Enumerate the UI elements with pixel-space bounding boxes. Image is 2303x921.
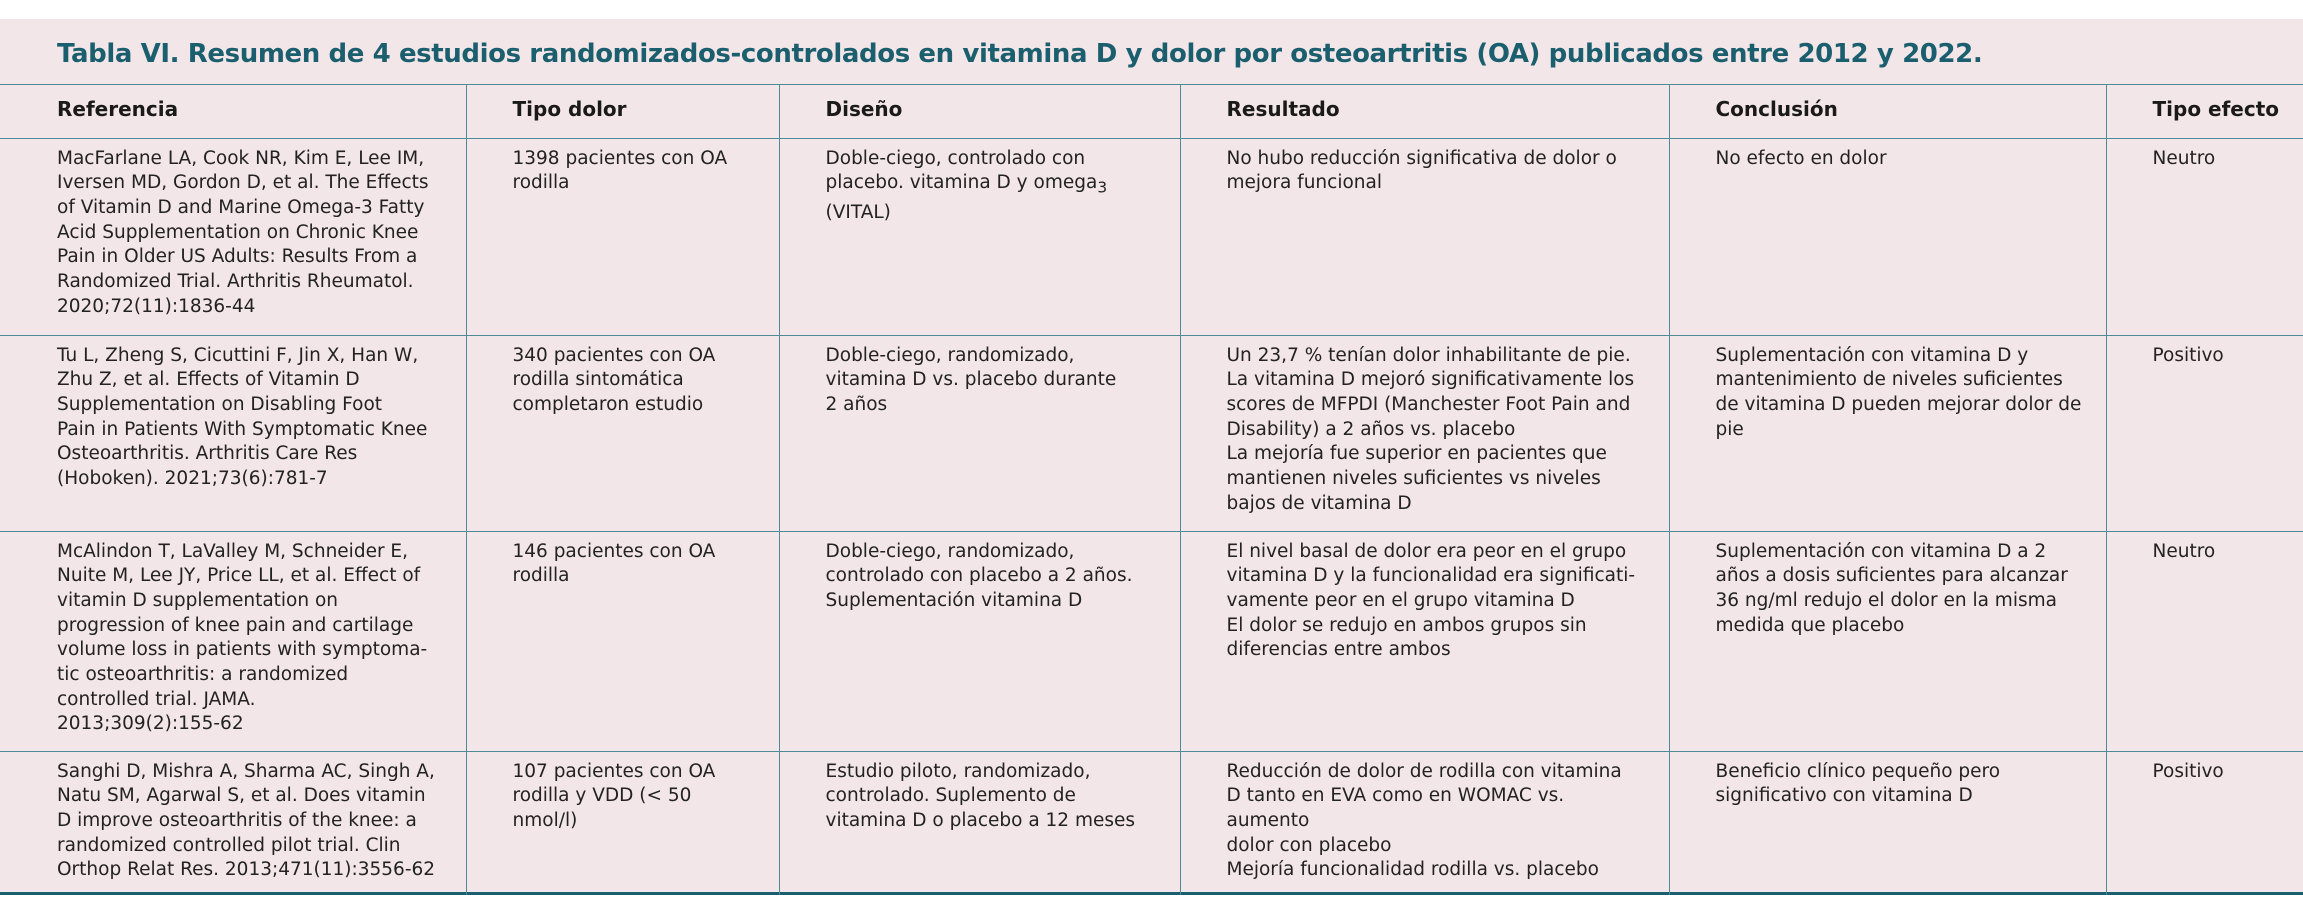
header-conclusion: Conclusión [1669, 85, 2106, 138]
cell-referencia [0, 335, 466, 531]
header-row [0, 85, 2303, 138]
cell-line: La vitamina D mejoró significativamente los [1226, 369, 1635, 391]
cell-line: mejora funcional [1226, 172, 1382, 194]
cell-line: 340 pacientes con OA [512, 344, 716, 366]
cell-line: 2013;309(2):155-62 [57, 713, 244, 735]
cell-line: 146 pacientes con OA [512, 540, 716, 562]
cell-diseno [779, 335, 1180, 531]
header-diseno: Diseño [779, 85, 1180, 138]
cell-line: randomized controlled pilot trial. Clin [57, 834, 401, 856]
cell-diseno [779, 751, 1180, 895]
cell-line: controlled trial. JAMA. [57, 688, 256, 710]
cell-line: 36 ng/ml redujo el dolor en la misma [1715, 589, 2057, 611]
cell-line: de vitamina D pueden mejorar dolor de [1715, 393, 2082, 415]
cell-line: pie [1715, 418, 1744, 440]
cell-referencia [0, 138, 466, 335]
header-tipo-dolor: Tipo dolor [466, 85, 779, 138]
cell-line: 2 años [825, 393, 888, 415]
header-tipo-efecto: Tipo efecto [2106, 85, 2303, 138]
cell-line: vitamina D o placebo a 12 meses [825, 809, 1136, 831]
cell-line: scores de MFPDI (Manchester Foot Pain and [1226, 393, 1631, 415]
cell-diseno [779, 138, 1180, 335]
cell-line: rodilla [512, 172, 570, 194]
cell-line: Estudio piloto, randomizado, [825, 760, 1091, 782]
cell-line: volume loss in patients with symptoma- [57, 639, 428, 661]
cell-resultado [1180, 138, 1669, 335]
cell-line: vitamina D vs. placebo durante [825, 369, 1117, 391]
cell-line: McAlindon T, LaValley M, Schneider E, [57, 540, 409, 562]
studies-table [0, 85, 2303, 895]
cell-line: No hubo reducción significativa de dolor o [1226, 147, 1617, 169]
cell-line: dolor con placebo [1226, 834, 1392, 856]
cell-line: vamente peor en el grupo vitamina D [1226, 589, 1575, 611]
cell-tipo-dolor [466, 138, 779, 335]
cell-line: Doble-ciego, randomizado, [825, 344, 1075, 366]
cell-line: Supplementation on Disabling Foot [57, 393, 383, 415]
cell-line-text: placebo. vitamina D y omega [825, 172, 1098, 194]
cell-line: bajos de vitamina D [1226, 492, 1412, 514]
cell-line: mantienen niveles suficientes vs niveles [1226, 468, 1601, 490]
cell-line: mantenimiento de niveles suficientes [1715, 369, 2063, 391]
cell-line: rodilla y VDD (< 50 nmol/l) [512, 785, 692, 831]
cell-line: of Vitamin D and Marine Omega-3 Fatty [57, 196, 425, 218]
cell-resultado [1180, 335, 1669, 531]
cell-line: progression of knee pain and cartilage [57, 614, 414, 636]
cell-line: Disability) a 2 años vs. placebo [1226, 418, 1516, 440]
header-resultado: Resultado [1180, 85, 1669, 138]
cell-line: Beneficio clínico pequeño pero [1715, 760, 2001, 782]
cell-tipo-efecto: Neutro [2106, 531, 2303, 751]
cell-line: vitamina D y la funcionalidad era significati- [1226, 565, 1636, 587]
cell-resultado [1180, 531, 1669, 751]
cell-tipo-efecto: Neutro [2106, 138, 2303, 335]
cell-line: Suplementación con vitamina D y [1715, 344, 2029, 366]
cell-line: Suplementación vitamina D [825, 589, 1083, 611]
cell-line: Orthop Relat Res. 2013;471(11):3556-62 [57, 859, 436, 881]
cell-line: Iversen MD, Gordon D, et al. The Effects [57, 172, 429, 194]
cell-tipo-dolor [466, 531, 779, 751]
cell-line: Pain in Older US Adults: Results From a [57, 246, 418, 268]
cell-line: 107 pacientes con OA [512, 760, 716, 782]
cell-line: El nivel basal de dolor era peor en el grupo [1226, 540, 1627, 562]
cell-line: completaron estudio [512, 393, 704, 415]
cell-line: controlado. Suplemento de [825, 785, 1076, 807]
cell-line: Osteoarthritis. Arthritis Care Res [57, 443, 358, 465]
summary-table [0, 19, 2303, 895]
cell-tipo-dolor [466, 335, 779, 531]
cell-line: Un 23,7 % tenían dolor inhabilitante de pie. [1226, 344, 1631, 366]
cell-line: Doble-ciego, controlado con [825, 147, 1086, 169]
cell-line: significativo con vitamina D [1715, 785, 1973, 807]
cell-line: Mejoría funcionalidad rodilla vs. placebo [1226, 859, 1599, 881]
cell-line: Tu L, Zheng S, Cicuttini F, Jin X, Han W, [57, 344, 419, 366]
cell-line: diferencias entre ambos [1226, 639, 1451, 661]
cell-conclusion [1669, 751, 2106, 895]
cell-line: medida que placebo [1715, 614, 1905, 636]
cell-line: El dolor se redujo en ambos grupos sin [1226, 614, 1587, 636]
cell-line: La mejoría fue superior en pacientes que [1226, 443, 1607, 465]
cell-line: controlado con placebo a 2 años. [825, 565, 1133, 587]
cell-referencia [0, 531, 466, 751]
cell-line: (VITAL) [825, 201, 891, 223]
cell-line: D tanto en EVA como en WOMAC vs. aumento [1226, 785, 1565, 831]
cell-resultado [1180, 751, 1669, 895]
table-row [0, 751, 2303, 895]
cell-conclusion [1669, 138, 2106, 335]
cell-line: Randomized Trial. Arthritis Rheumatol. [57, 271, 414, 293]
cell-line: rodilla sintomática [512, 369, 684, 391]
cell-line: Sanghi D, Mishra A, Sharma AC, Singh A, [57, 760, 435, 782]
cell-line: años a dosis suficientes para alcanzar [1715, 565, 2068, 587]
cell-tipo-dolor [466, 751, 779, 895]
cell-conclusion [1669, 531, 2106, 751]
cell-line: No efecto en dolor [1715, 147, 1887, 169]
cell-line: Acid Supplementation on Chronic Knee [57, 221, 419, 243]
cell-line: rodilla [512, 565, 570, 587]
cell-line: D improve osteoarthritis of the knee: a [57, 809, 417, 831]
cell-diseno [779, 531, 1180, 751]
cell-line: Natu SM, Agarwal S, et al. Does vitamin [57, 785, 426, 807]
cell-line: Zhu Z, et al. Effects of Vitamin D [57, 369, 360, 391]
cell-line: Suplementación con vitamina D a 2 [1715, 540, 2047, 562]
cell-conclusion [1669, 335, 2106, 531]
cell-line: Reducción de dolor de rodilla con vitamina [1226, 760, 1622, 782]
cell-line: 2020;72(11):1836-44 [57, 295, 256, 317]
cell-referencia [0, 751, 466, 895]
table-row [0, 335, 2303, 531]
cell-line: tic osteoarthritis: a randomized [57, 664, 349, 686]
table-row [0, 531, 2303, 751]
cell-line: Nuite M, Lee JY, Price LL, et al. Effect of [57, 565, 421, 587]
cell-line: 1398 pacientes con OA [512, 147, 728, 169]
cell-line: MacFarlane LA, Cook NR, Kim E, Lee IM, [57, 147, 425, 169]
cell-line: vitamin D supplementation on [57, 589, 339, 611]
cell-line: Doble-ciego, randomizado, [825, 540, 1075, 562]
cell-line [826, 171, 1160, 200]
cell-line: (Hoboken). 2021;73(6):781-7 [57, 468, 328, 490]
subscript: 3 [1097, 178, 1108, 197]
table-caption: Tabla VI. Resumen de 4 estudios randomizados-controlados en vitamina D y dolor por osteoartritis (OA) publicados entre 2012 y 2022. [0, 19, 2303, 85]
table-row [0, 138, 2303, 335]
cell-tipo-efecto: Positivo [2106, 335, 2303, 531]
header-referencia: Referencia [0, 85, 466, 138]
cell-tipo-efecto: Positivo [2152, 760, 2224, 782]
cell-line: Pain in Patients With Symptomatic Knee [57, 418, 428, 440]
